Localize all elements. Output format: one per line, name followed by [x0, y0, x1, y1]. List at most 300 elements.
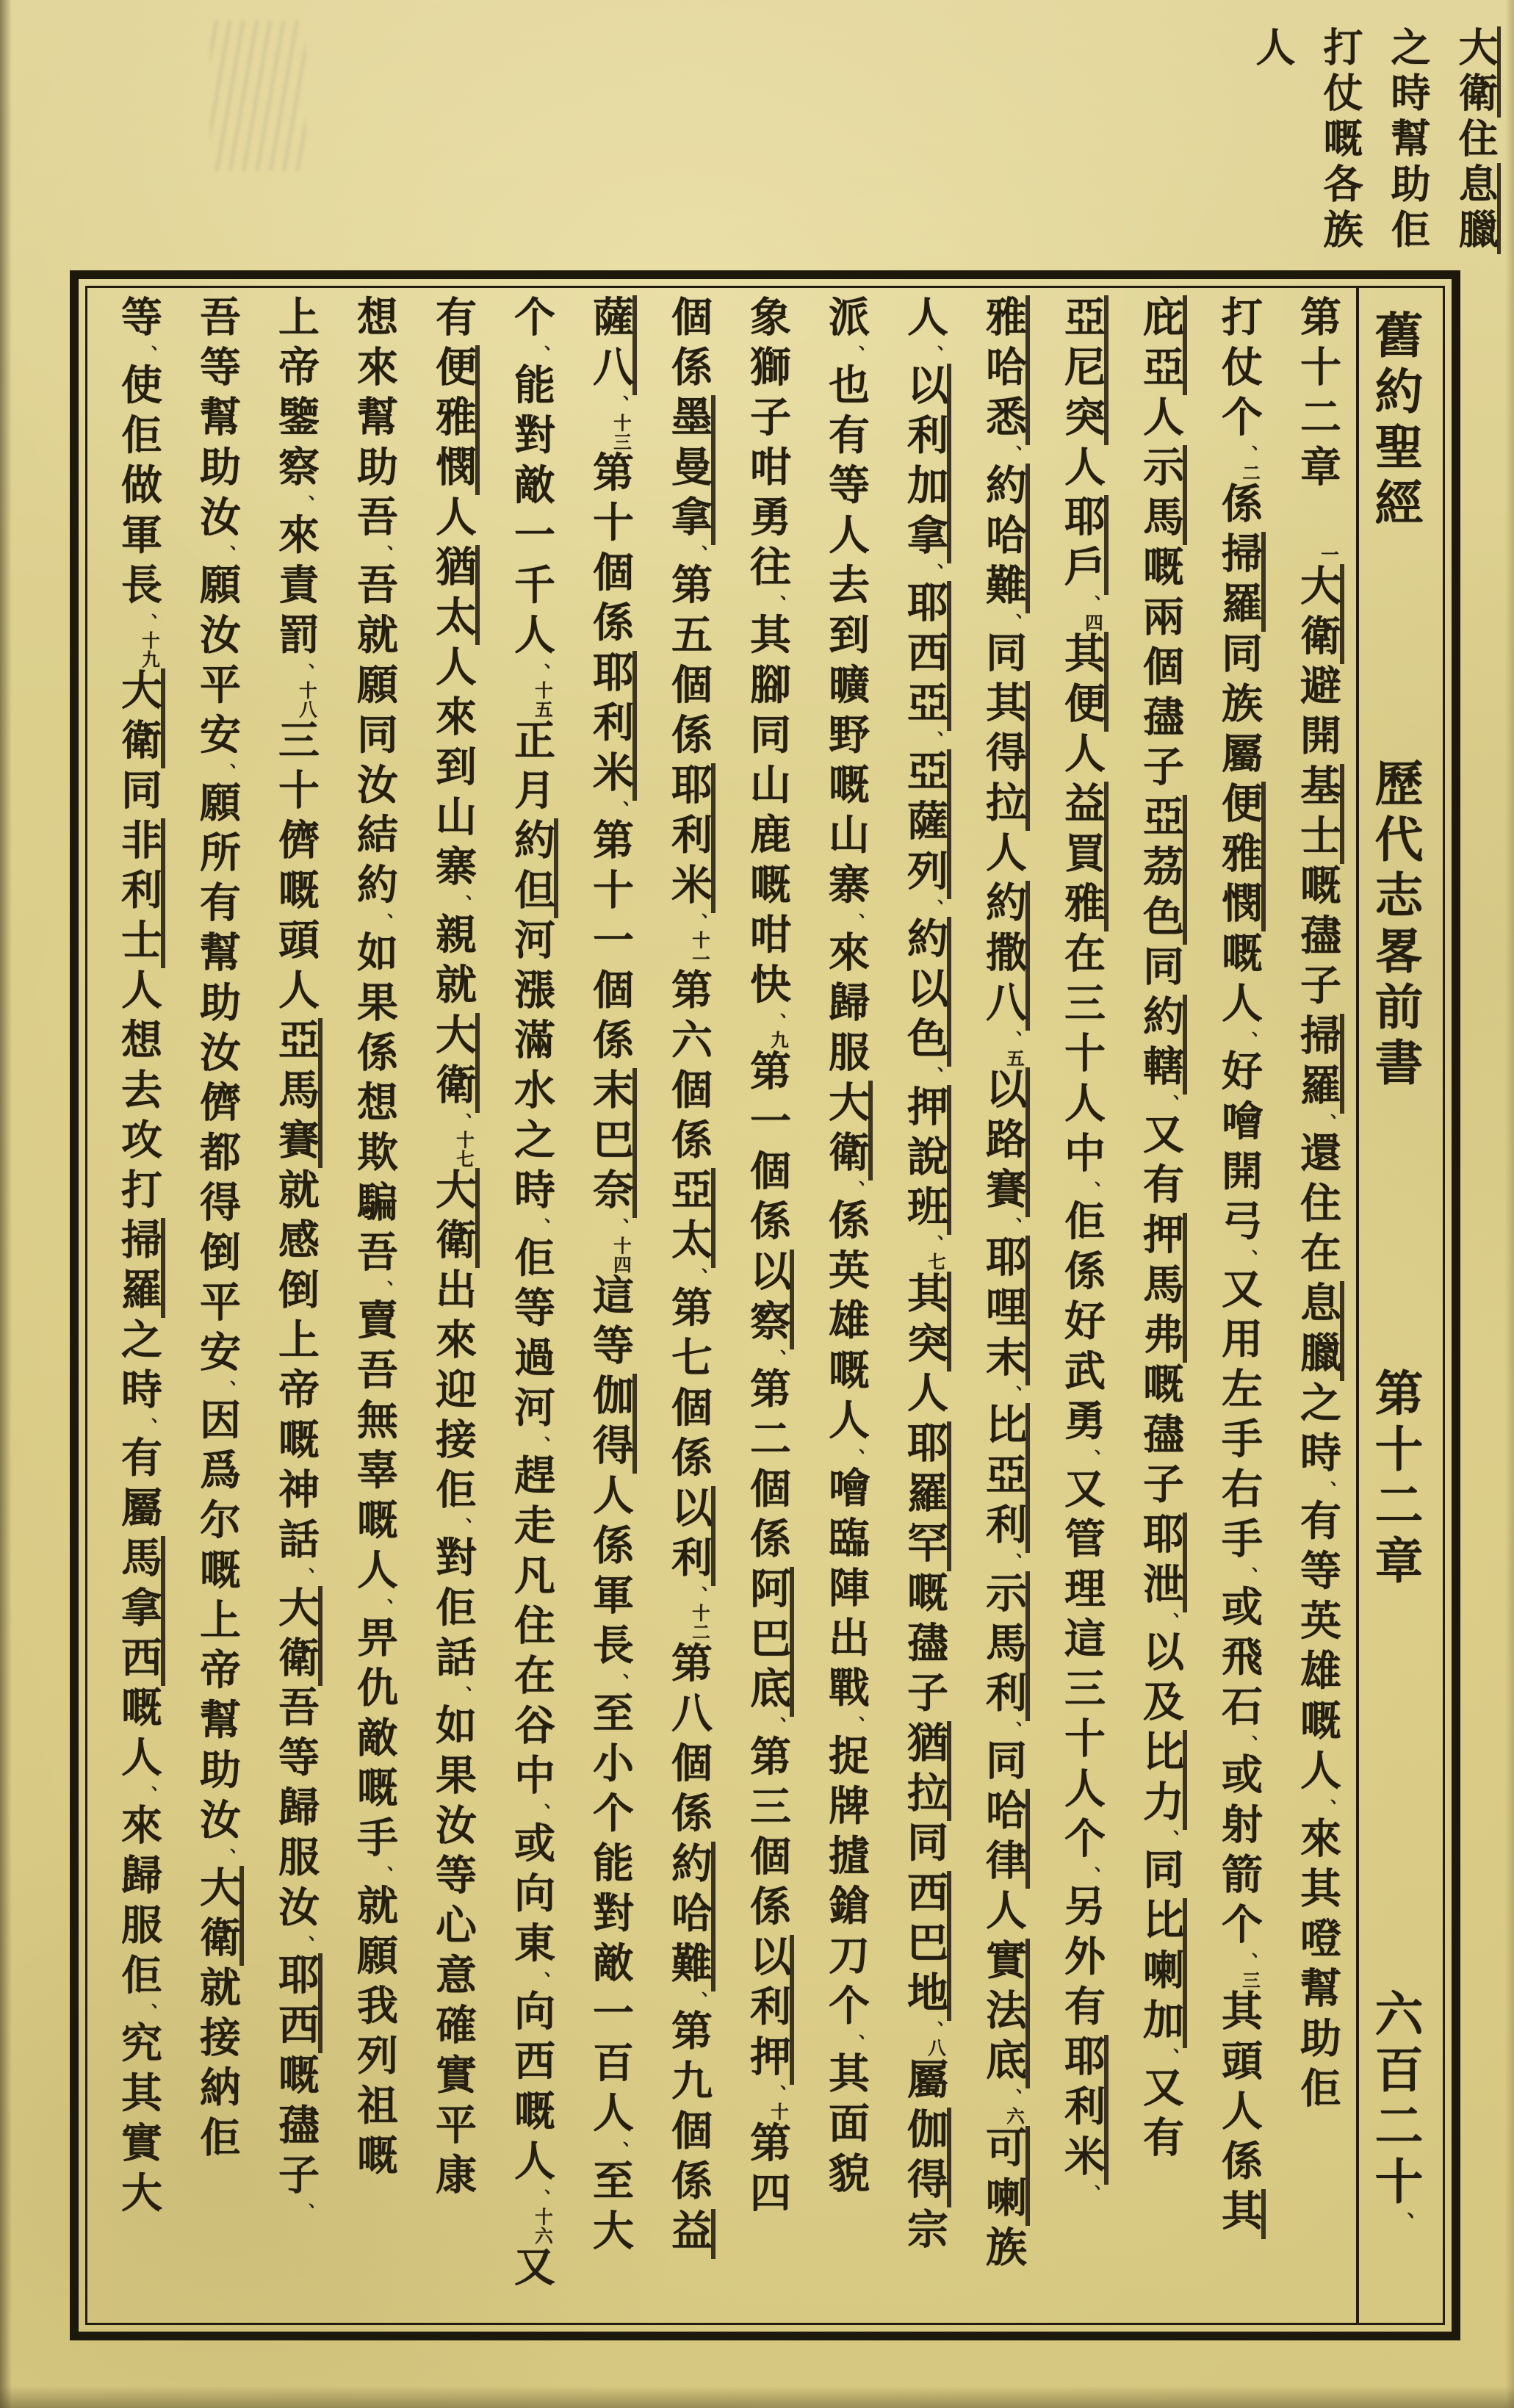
proper-name: 士: [115, 918, 165, 968]
verse-number: 八: [926, 2038, 945, 2058]
reading-mark: 、: [923, 2020, 942, 2039]
reading-mark: 、: [1081, 2184, 1100, 2203]
verse-number: 三: [1240, 1970, 1260, 1990]
proper-name: 加: [1137, 1998, 1187, 2048]
proper-name: 戶: [1059, 545, 1109, 595]
reading-mark: 、: [137, 613, 156, 632]
proper-name: 亞: [666, 1168, 715, 1218]
text-column: 有便雅憫人猶太人來到山寨、親就大衛、十七大衛出來迎接佢、對佢話、如果汝等心意確實平康: [413, 295, 491, 2318]
proper-name: 大: [430, 1013, 480, 1063]
text-column: 雅哈悉、約哈難、同其得拉人約撒八、五以路賽、耶哩末、比亞利、示馬利、同哈律人實法底、六可喇族: [963, 295, 1042, 2318]
reading-mark: 、: [530, 1435, 549, 1454]
reading-mark: 、: [766, 1349, 785, 1368]
proper-name: 底: [744, 1667, 794, 1717]
proper-name: 轄: [1137, 1045, 1187, 1095]
proper-name: 羅: [1216, 582, 1266, 632]
reading-mark: 、: [688, 1268, 707, 1286]
reading-mark: 、: [452, 895, 471, 913]
proper-name: 利: [1059, 2085, 1109, 2135]
proper-name: 色: [1137, 895, 1187, 945]
text-column: 打仗嘅各族: [1318, 26, 1362, 254]
reading-mark: 、: [688, 1585, 707, 1604]
proper-name: 大: [823, 1081, 873, 1131]
reading-mark: 、: [1002, 1553, 1021, 1571]
proper-name: 益: [1059, 782, 1109, 832]
reading-mark: 、: [216, 1848, 235, 1867]
proper-name: 薩: [587, 295, 637, 345]
reading-mark: 、: [766, 1717, 785, 1735]
proper-name: 馬: [115, 1536, 165, 1586]
text-column: 薩八、十三第十個係耶利米、第十一個係末巴奈、十四這等伽得人係軍長、至小个能對敵一百人、至大: [570, 295, 649, 2318]
proper-name: 實: [980, 1939, 1030, 1989]
proper-name: 約: [980, 881, 1030, 931]
proper-name: 利: [587, 701, 637, 751]
reading-mark: 、: [1238, 1734, 1257, 1753]
proper-name: 基: [1294, 764, 1344, 814]
reading-mark: 、: [216, 763, 235, 782]
proper-name: 耶: [273, 1953, 322, 2003]
proper-name: 茘: [1137, 845, 1187, 895]
proper-name: 地: [901, 1971, 951, 2021]
reading-mark: 、: [923, 1067, 942, 1085]
proper-name: 列: [901, 849, 951, 899]
proper-name: 雅: [1059, 882, 1109, 931]
proper-name: 示: [1137, 445, 1187, 495]
text-column: 象獅子咁勇往、其腳同山鹿嘅咁快、九第一個係以察、第二個係阿巴底、第三個係以利押、十第四: [727, 295, 806, 2318]
reading-mark: 、: [845, 2033, 864, 2052]
proper-name: 奈: [587, 1168, 637, 1218]
reading-mark: 、: [845, 912, 864, 931]
proper-name: 馬: [1137, 495, 1187, 545]
text-column: 第十二章 一大衛避開基士嘅孻子掃羅、還住在息臘之時、有等英雄嘅人、來其噔幫助佢: [1277, 295, 1356, 2318]
proper-name: 衛: [1453, 72, 1501, 118]
proper-name: 拉: [901, 1771, 951, 1821]
proper-name: 利: [744, 1985, 794, 2035]
reading-mark: 、: [530, 2189, 549, 2207]
proper-name: 臘: [1453, 209, 1501, 254]
text-column: 吾等幫助汝、願汝平安、願所有幫助汝儕都得倒平安、因爲尔嘅上帝幫助汝、大衛就接納佢: [177, 295, 256, 2318]
reading-mark: 、: [845, 1716, 864, 1734]
reading-mark: 、: [1159, 2047, 1178, 2066]
proper-name: 便: [1216, 782, 1266, 832]
verse-number: 十一: [690, 931, 710, 969]
proper-name: 亞: [980, 1453, 1030, 1503]
proper-name: 可: [980, 2126, 1030, 2176]
reading-mark: 、: [216, 1380, 235, 1399]
proper-name: 約: [666, 1842, 715, 1892]
reading-mark: 、: [295, 663, 314, 682]
reading-mark: 、: [766, 1012, 785, 1031]
text-column: 大衛住息臘: [1441, 26, 1509, 272]
reading-mark: 、: [609, 1218, 628, 1236]
scan-edge-left: [0, 0, 12, 2408]
running-head-note: [1236, 26, 1509, 272]
reading-mark: 、: [1002, 2088, 1021, 2107]
verse-number: 十九: [140, 631, 159, 669]
proper-name: 色: [901, 1017, 951, 1067]
reading-mark: 、: [1002, 1720, 1021, 1740]
verse-number: 十三: [611, 413, 631, 451]
proper-name: 耶: [1137, 1513, 1187, 1562]
proper-name: 八: [980, 981, 1030, 1031]
reading-mark: 、: [923, 898, 942, 918]
verse-number: 十四: [611, 1236, 631, 1275]
reading-mark: 、: [530, 1803, 549, 1822]
scan-edge-right: [1505, 0, 1514, 2408]
proper-name: 亞: [901, 681, 951, 731]
verse-number: 二: [1240, 463, 1260, 483]
reading-mark: 、: [530, 663, 549, 682]
proper-name: 大: [115, 668, 165, 718]
proper-name: 泄: [1137, 1562, 1187, 1612]
proper-name: 耶: [1059, 495, 1109, 545]
proper-name: 押: [744, 2035, 794, 2085]
page-number: 六百二十、: [1367, 1989, 1421, 2233]
proper-name: 士: [1294, 814, 1344, 864]
proper-name: 示: [980, 1571, 1030, 1621]
proper-name: 薩: [901, 799, 951, 849]
reading-mark: 、: [609, 800, 628, 819]
reading-mark: 、: [1391, 2212, 1414, 2233]
proper-name: 底: [980, 2038, 1030, 2088]
verse-number: 一: [1319, 545, 1338, 564]
proper-name: 亞: [273, 1018, 322, 1068]
proper-name: 利: [980, 1671, 1030, 1721]
proper-name: 大: [1453, 26, 1501, 72]
text-column: 等、使佢做軍長、十九大衛同非利士人想去攻打掃羅之時、有屬馬拿西嘅人、來歸服佢、究其實大: [98, 295, 177, 2318]
proper-name: 察: [744, 1299, 794, 1349]
text-column: 人: [1250, 26, 1294, 72]
reading-mark: 、: [923, 345, 942, 364]
proper-name: 雅: [980, 295, 1030, 345]
proper-name: 比: [1137, 1898, 1187, 1948]
proper-name: 米: [666, 863, 715, 913]
reading-mark: 、: [923, 1234, 942, 1253]
proper-name: 耶: [901, 581, 951, 631]
reading-mark: 、: [609, 2141, 628, 2160]
proper-name: 利: [666, 1536, 715, 1586]
proper-name: 喇: [980, 2176, 1030, 2226]
proper-name: 買: [1059, 832, 1109, 882]
proper-name: 比: [980, 1403, 1030, 1453]
proper-name: 耶: [666, 763, 715, 813]
proper-name: 押: [1137, 1213, 1187, 1263]
text-column: 个、能對敵一千人、十五正月約但河漲滿水之時、佢等過河、趕走凡住在谷中、或向東、向西嘅人、十六又: [491, 295, 570, 2318]
verse-number: 四: [1083, 613, 1103, 632]
proper-name: 衛: [1294, 614, 1344, 664]
proper-name: 雅: [430, 395, 480, 445]
proper-name: 馬: [273, 1068, 322, 1118]
reading-mark: 、: [766, 2084, 785, 2103]
proper-name: 大: [430, 1168, 480, 1218]
proper-name: 馬: [980, 1621, 1030, 1671]
proper-name: 墨: [666, 395, 715, 445]
reading-mark: 、: [1316, 1481, 1335, 1499]
reading-mark: 、: [1238, 1953, 1257, 1971]
reading-mark: 、: [688, 545, 707, 563]
reading-mark: 、: [1002, 1031, 1021, 1049]
reading-mark: 、: [216, 545, 235, 563]
proper-name: 其: [1216, 2189, 1266, 2239]
reading-mark: 、: [1238, 445, 1257, 464]
proper-name: 耶: [980, 1236, 1030, 1286]
proper-name: 以: [666, 1486, 715, 1536]
scripture-text-block: [90, 295, 1356, 2318]
chapter-title: 第十二章: [1367, 1368, 1421, 1591]
page-frame-inner-rule: [85, 286, 1445, 2325]
proper-name: 亞: [1137, 345, 1187, 395]
proper-name: 得: [587, 1424, 637, 1474]
proper-name: 哈: [666, 1892, 715, 1942]
proper-name: 末: [980, 1335, 1030, 1385]
reading-mark: 、: [1002, 445, 1021, 464]
proper-name: 猶: [901, 1721, 951, 1771]
proper-name: 法: [980, 1989, 1030, 2038]
reading-mark: 、: [452, 1518, 471, 1536]
proper-name: 突: [1059, 395, 1109, 445]
reading-mark: 、: [923, 731, 942, 749]
text-column: 庇亞人示馬嘅兩個孻子亞茘色同約轄、又有押馬弗嘅孻子耶泄、以及比力、同比喇加、又有: [1120, 295, 1199, 2318]
book-title: 舊約聖經: [1367, 310, 1421, 533]
proper-name: 憫: [1216, 882, 1266, 931]
proper-name: 以: [901, 967, 951, 1017]
proper-name: 以: [980, 1067, 1030, 1117]
proper-name: 巴: [587, 1118, 637, 1168]
verse-number: 十六: [533, 2207, 552, 2246]
proper-name: 約: [508, 818, 558, 868]
proper-name: 說: [901, 1135, 951, 1185]
reading-mark: 、: [1238, 1031, 1257, 1050]
reading-mark: 、: [1081, 595, 1100, 613]
reading-mark: 、: [373, 1280, 392, 1299]
reading-mark: 、: [373, 545, 392, 563]
page-frame: [70, 270, 1460, 2340]
proper-name: 庇: [1137, 295, 1187, 345]
proper-name: 亞: [1059, 295, 1109, 345]
proper-name: 大: [194, 1866, 244, 1916]
proper-name: 拿: [666, 495, 715, 545]
verse-number: 十二: [690, 1604, 710, 1642]
proper-name: 其: [980, 681, 1030, 731]
proper-name: 以: [744, 1250, 794, 1299]
proper-name: 伽: [901, 2108, 951, 2158]
reading-mark: 、: [373, 1598, 392, 1617]
reading-mark: 、: [1081, 1181, 1100, 1200]
proper-name: 亞: [901, 749, 951, 799]
proper-name: 巴: [744, 1617, 794, 1667]
reading-mark: 、: [845, 1180, 864, 1199]
proper-name: 西: [901, 631, 951, 681]
verse-number: 六: [1004, 2106, 1024, 2126]
proper-name: 其: [901, 1272, 951, 1322]
proper-name: 掃: [1216, 532, 1266, 582]
reading-mark: 、: [452, 1685, 471, 1704]
proper-name: 便: [1059, 682, 1109, 732]
proper-name: 突: [901, 1322, 951, 1371]
proper-name: 以: [901, 364, 951, 414]
reading-mark: 、: [137, 1785, 156, 1804]
reading-mark: 、: [137, 1418, 156, 1436]
text-column: 打仗个、二係掃羅同族屬便雅憫嘅人、好噲開弓、又用左手右手、或飛石、或射箭个、三其頭人係其: [1199, 295, 1277, 2318]
proper-name: 但: [508, 868, 558, 918]
reading-mark: 、: [530, 345, 549, 364]
verse-number: 十五: [533, 681, 552, 719]
proper-name: 罕: [901, 1521, 951, 1571]
reading-mark: 、: [1238, 1567, 1257, 1585]
proper-name: 衛: [430, 1063, 480, 1113]
proper-name: 律: [980, 1839, 1030, 1889]
proper-name: 利: [901, 414, 951, 464]
proper-name: 耶: [1059, 2035, 1109, 2085]
proper-name: 憫: [430, 445, 480, 495]
proper-name: 弗: [1137, 1313, 1187, 1363]
proper-name: 西: [115, 1636, 165, 1686]
proper-name: 哈: [980, 513, 1030, 563]
reading-mark: 、: [1002, 1385, 1021, 1404]
text-column: 之時幫助佢: [1385, 26, 1430, 254]
proper-name: 喇: [1137, 1948, 1187, 1998]
reading-mark: 、: [1316, 1798, 1335, 1817]
reading-mark: 、: [1159, 1095, 1178, 1113]
proper-name: 臘: [1294, 1331, 1344, 1381]
proper-name: 悉: [980, 395, 1030, 445]
proper-name: 馬: [1137, 1263, 1187, 1313]
verse-number: 十: [768, 2102, 788, 2122]
reading-mark: 、: [530, 1971, 549, 1990]
proper-name: 約: [980, 464, 1030, 513]
proper-name: 米: [1059, 2135, 1109, 2185]
text-column: 派、也有等人去到曠野嘅山寨、來歸服大衛、係英雄嘅人、噲臨陣出戰、捉牌摣鎗刀个、其面貌: [806, 295, 884, 2318]
proper-name: 班: [901, 1185, 951, 1235]
reading-mark: 、: [1081, 1867, 1100, 1885]
reading-mark: 、: [609, 395, 628, 414]
proper-name: 約: [901, 917, 951, 967]
reading-mark: 、: [295, 1935, 314, 1954]
proper-name: 大: [273, 1586, 322, 1636]
proper-name: 非: [115, 818, 165, 868]
reading-mark: 、: [688, 1991, 707, 2010]
proper-name: 伽: [587, 1374, 637, 1424]
proper-name: 巴: [901, 1921, 951, 1971]
proper-name: 衛: [115, 718, 165, 768]
proper-name: 衛: [273, 1636, 322, 1686]
proper-name: 難: [980, 563, 1030, 613]
proper-name: 耶: [901, 1421, 951, 1471]
proper-name: 太: [430, 595, 480, 645]
verse-number: 十七: [454, 1131, 474, 1169]
proper-name: 比: [1137, 1730, 1187, 1780]
verse-number: 七: [926, 1252, 945, 1272]
proper-name: 利: [980, 1503, 1030, 1553]
proper-name: 米: [587, 751, 637, 801]
title-column: [1356, 288, 1443, 2323]
proper-name: 哩: [980, 1286, 1030, 1335]
reading-mark: 、: [1238, 1249, 1257, 1268]
proper-name: 羅: [901, 1471, 951, 1521]
proper-name: 得: [980, 731, 1030, 781]
proper-name: 利: [666, 813, 715, 863]
reading-mark: 、: [923, 563, 942, 582]
verse-number: 五: [1004, 1048, 1024, 1068]
proper-name: 路: [980, 1117, 1030, 1167]
proper-name: 拿: [901, 513, 951, 563]
scan-edge-bottom: [0, 2386, 1514, 2408]
reading-mark: 、: [530, 1218, 549, 1236]
proper-name: 息: [1453, 163, 1501, 209]
proper-name: 雅: [1216, 832, 1266, 882]
section-title: 歷代志畧前書: [1367, 758, 1421, 1093]
proper-name: 衛: [194, 1916, 244, 1966]
proper-name: 猶: [430, 545, 480, 595]
proper-name: 撒: [980, 931, 1030, 981]
proper-name: 拿: [115, 1586, 165, 1636]
reading-mark: 、: [137, 2003, 156, 2022]
reading-mark: 、: [766, 595, 785, 613]
proper-name: 賽: [273, 1118, 322, 1168]
proper-name: 以: [744, 1935, 794, 1985]
reading-mark: 、: [845, 345, 864, 364]
reading-mark: 、: [1081, 1449, 1100, 1468]
proper-name: 益: [666, 2209, 715, 2259]
proper-name: 便: [430, 345, 480, 395]
reading-mark: 、: [452, 1112, 471, 1131]
reading-mark: 、: [295, 495, 314, 513]
reading-mark: 、: [845, 1448, 864, 1467]
proper-name: 羅: [1294, 1064, 1344, 1114]
proper-name: 難: [666, 1942, 715, 1991]
text-column: 人、以利加拿、耶西亞、亞薩列、約以色、押說班、七其突人耶羅罕嘅孻子猶拉同西巴地、八屬伽得宗: [884, 295, 963, 2318]
text-column: 上帝鑒察、來責罰、十八三十儕嘅頭人亞馬賽就感倒上帝嘅神話、大衛吾等歸服汝、耶西嘅孻子、: [256, 295, 334, 2318]
reading-mark: 、: [1002, 613, 1021, 632]
proper-name: 押: [901, 1085, 951, 1135]
proper-name: 息: [1294, 1281, 1344, 1331]
proper-name: 哈: [980, 1789, 1030, 1839]
reading-mark: 、: [609, 1673, 628, 1692]
reading-mark: 、: [295, 1568, 314, 1586]
proper-name: 其: [1059, 632, 1109, 682]
reading-mark: 、: [137, 345, 156, 364]
reading-mark: 、: [373, 1866, 392, 1884]
reading-mark: 、: [373, 912, 392, 931]
proper-name: 衛: [430, 1218, 480, 1268]
text-column: 想來幫助吾、吾就願同汝結約、如果係想欺騙吾、賣吾無辜嘅人、畀仇敵嘅手、就願我列祖嘅: [334, 295, 413, 2318]
proper-name: 得: [901, 2158, 951, 2207]
proper-name: 賽: [980, 1167, 1030, 1217]
proper-name: 西: [273, 2003, 322, 2053]
proper-name: 掃: [115, 1218, 165, 1268]
proper-name: 利: [115, 868, 165, 918]
proper-name: 哈: [980, 345, 1030, 395]
text-column: 個係墨曼拿、第五個係耶利米、十一第六個係亞太、第七個係以利、十二第八個係約哈難、第九個係益: [649, 295, 727, 2318]
verse-number: 十八: [297, 681, 317, 719]
proper-name: 耶: [587, 651, 637, 701]
proper-name: 曼: [666, 445, 715, 495]
proper-name: 西: [901, 1871, 951, 1921]
pencil-smudge: [210, 21, 306, 171]
reading-mark: 、: [295, 2203, 314, 2221]
reading-mark: 、: [1002, 1217, 1021, 1236]
proper-name: 尼: [1059, 345, 1109, 395]
text-column: 亞尼突人耶戶、四其便人益買雅在三十人中、佢係好武勇、又管理這三十人个、另外有耶利米、: [1042, 295, 1120, 2318]
proper-name: 衛: [823, 1131, 873, 1180]
proper-name: 阿: [744, 1567, 794, 1617]
proper-name: 掃: [1294, 1014, 1344, 1064]
reading-mark: 、: [1159, 1830, 1178, 1848]
proper-name: 亞: [1137, 795, 1187, 845]
proper-name: 約: [1137, 995, 1187, 1045]
proper-name: 大: [1294, 564, 1344, 614]
reading-mark: 、: [1316, 1113, 1335, 1132]
